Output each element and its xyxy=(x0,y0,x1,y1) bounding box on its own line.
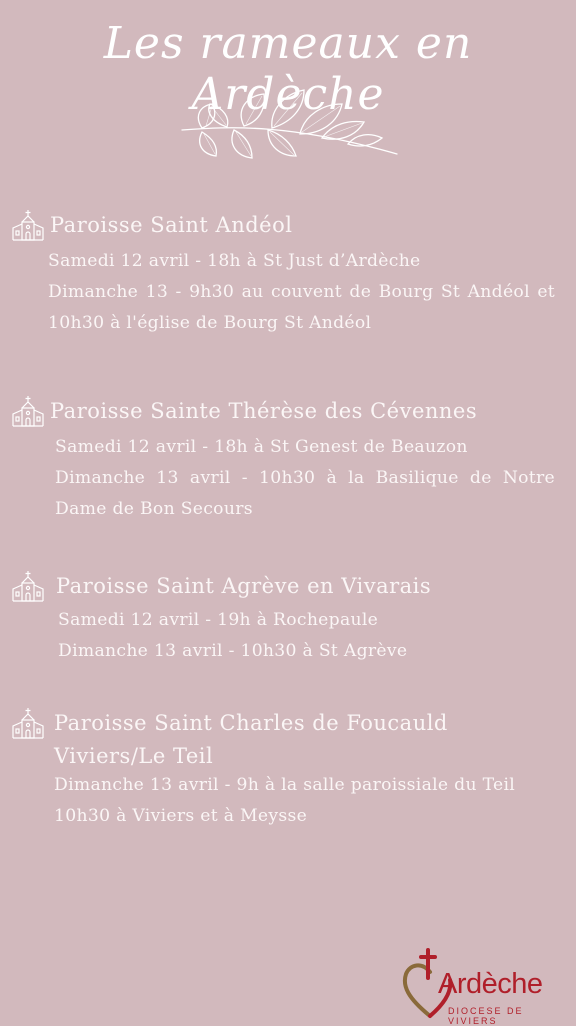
logo-subtitle: DIOCESE DE VIVIERS xyxy=(448,1006,524,1026)
parish-name-line2: Viviers/Le Teil xyxy=(54,744,214,768)
schedule-line: Dimanche 13 avril - 9h à la salle paroissiale du Teil xyxy=(54,775,516,795)
parish-name: Paroisse Saint Agrève en Vivarais xyxy=(56,574,432,598)
schedule-line: Dimanche 13 avril - 10h30 à la Basilique de Notre Dame de Bon Secours xyxy=(55,468,555,519)
schedule-line: Samedi 12 avril - 18h à St Genest de Beauzon xyxy=(55,437,468,457)
schedule-line: Dimanche 13 avril - 10h30 à St Agrève xyxy=(58,641,408,661)
parish-section-sainte-therese xyxy=(10,394,555,525)
schedule-line: Samedi 12 avril - 19h à Rochepaule xyxy=(58,610,379,630)
parish-name: Paroisse Saint Charles de Foucauld xyxy=(54,711,448,735)
parish-name: Paroisse Sainte Thérèse des Cévennes xyxy=(50,399,478,423)
church-icon xyxy=(10,394,46,428)
logo-wordmark: Ardèche xyxy=(438,968,543,1000)
schedule-line: Samedi 12 avril - 18h à St Just d’Ardèche xyxy=(48,251,421,271)
church-icon xyxy=(10,569,46,603)
parish-section-saint-charles xyxy=(10,706,555,832)
schedule-line: Dimanche 13 - 9h30 au couvent de Bourg St Andéol et 10h30 à l'église de Bourg St Andéol xyxy=(48,282,555,333)
schedule-line: 10h30 à Viviers et à Meysse xyxy=(54,806,308,826)
parish-section-saint-andeol xyxy=(10,208,555,339)
parish-section-saint-agreve xyxy=(10,569,555,667)
page-title: Les rameaux en Ardèche xyxy=(103,18,473,120)
church-icon xyxy=(10,208,46,242)
parish-name: Paroisse Saint Andéol xyxy=(50,213,293,237)
diocese-logo xyxy=(400,946,560,1026)
church-icon xyxy=(10,706,46,740)
olive-branch-illustration xyxy=(172,82,402,162)
